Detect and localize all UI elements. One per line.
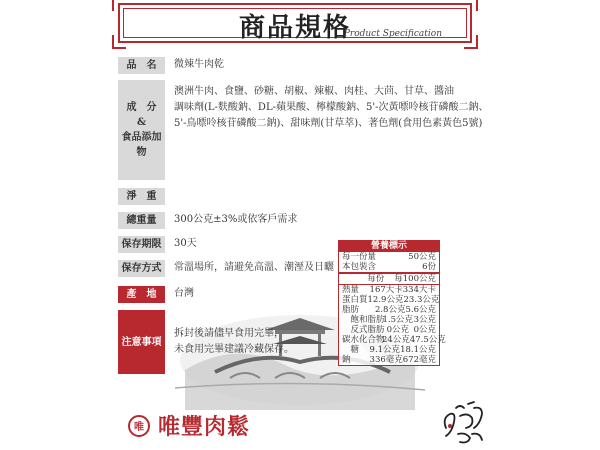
label-shelf-life: 保存期限 <box>118 236 165 253</box>
nutrient-name: 飽和脂肪 <box>342 315 385 325</box>
nutrient-per: 167大卡 <box>369 285 403 295</box>
serving-value: 50公克 <box>408 252 436 262</box>
title-banner <box>118 3 472 43</box>
nutrition-table <box>338 240 446 366</box>
nutrient-per100: 334大卡 <box>402 285 436 295</box>
nutrition-rows <box>339 284 446 365</box>
nutrient-per: 0公克 <box>386 325 409 335</box>
label-storage: 保存方式 <box>118 260 165 277</box>
brand-seal-icon: 唯 <box>128 415 150 437</box>
servings-label: 本包裝含 <box>342 262 377 272</box>
nutrient-per: 12.9公克 <box>367 295 404 305</box>
nutrition-row <box>339 315 439 325</box>
value-product-name: 微辣牛肉乾 <box>174 59 224 70</box>
page-title: 商品規格 <box>238 13 351 43</box>
value-total-weight: 300公克±3%或依客戶需求 <box>174 214 298 225</box>
nutrient-name: 碳水化合物 <box>342 335 385 345</box>
nutrition-servings-row <box>339 262 439 272</box>
nutrition-row <box>339 295 439 305</box>
nutrition-row <box>339 285 439 295</box>
nutrient-name: 反式脂肪 <box>342 325 385 335</box>
nutrient-per: 9.1公克 <box>369 345 401 355</box>
label-ingredients-line: 成 分 <box>126 102 157 113</box>
ingredients-line: 5'-鳥嘌呤核苷磷酸二鈉)、甜味劑(甘草萃)、著色劑(食用色素黃色5號) <box>174 118 483 129</box>
nutrient-per100: 47.5公克 <box>409 335 446 345</box>
col-per-100g: 每100公克 <box>394 274 436 284</box>
nutrition-row <box>339 335 446 345</box>
ingredients-line: 調味劑(L-麩酸鈉、DL-蘋果酸、檸檬酸鈉、5'-次黃嘌呤核苷磷酸二鈉、 <box>174 102 489 113</box>
page-subtitle: Product Specification <box>343 29 442 39</box>
nutrient-per100: 18.1公克 <box>400 345 436 355</box>
nutrition-row <box>339 325 439 335</box>
nutrient-per100: 5.6公克 <box>405 305 436 315</box>
notice-line: 未食用完畢建議冷藏保存。 <box>174 344 294 355</box>
nutrition-row <box>339 355 439 365</box>
value-origin: 台灣 <box>174 288 194 299</box>
label-total-weight: 總重量 <box>118 212 165 229</box>
nutrition-title: 營養標示 <box>339 241 439 252</box>
label-net-weight: 淨 重 <box>118 188 165 205</box>
servings-value: 6份 <box>422 262 436 272</box>
nutrient-name: 糖 <box>342 345 360 355</box>
nutrition-row <box>339 305 439 315</box>
nutrient-name: 熱量 <box>342 285 360 295</box>
nutrition-serving-row <box>339 252 439 262</box>
nutrient-per: 336毫克 <box>369 355 403 365</box>
value-ingredients <box>174 84 504 132</box>
nutrient-per100: 672毫克 <box>402 355 436 365</box>
label-ingredients <box>118 80 165 180</box>
brand-name: 唯豐肉鬆 <box>158 414 251 440</box>
nutrient-per100: 23.3公克 <box>403 295 440 305</box>
nutrition-row <box>339 345 439 355</box>
nutrient-name: 脂肪 <box>342 305 360 315</box>
nutrient-name: 蛋白質 <box>342 295 368 305</box>
col-per-serving: 每份 <box>367 274 385 284</box>
label-ingredients-line: & <box>136 117 147 128</box>
ingredients-line: 澳洲牛肉、食鹽、砂糖、胡椒、辣椒、肉桂、大茴、甘草、醬油 <box>174 86 454 97</box>
label-notice: 注意事項 <box>118 310 165 374</box>
value-notice <box>174 326 294 358</box>
serving-label: 每一份量 <box>342 252 377 262</box>
nutrition-header-row <box>339 272 439 284</box>
value-shelf-life: 30天 <box>174 238 197 249</box>
nutrient-name: 鈉 <box>342 355 351 365</box>
nutrient-per: 1.5公克 <box>382 315 414 325</box>
value-storage: 常溫場所，請避免高溫、潮溼及日曬 <box>174 262 334 273</box>
brand-logo <box>128 410 250 441</box>
handwritten-slogan-icon <box>438 398 488 446</box>
nutrient-per: 2.8公克 <box>374 305 406 315</box>
label-ingredients-line: 食品添加物 <box>121 132 162 158</box>
nutrient-per: 24公克 <box>382 335 410 345</box>
notice-line: 拆封後請儘早食用完畢， <box>174 328 284 339</box>
nutrient-per100: 0公克 <box>413 325 436 335</box>
label-origin: 產 地 <box>118 286 165 303</box>
label-product-name: 品 名 <box>118 57 165 74</box>
nutrient-per100: 3公克 <box>413 315 436 325</box>
